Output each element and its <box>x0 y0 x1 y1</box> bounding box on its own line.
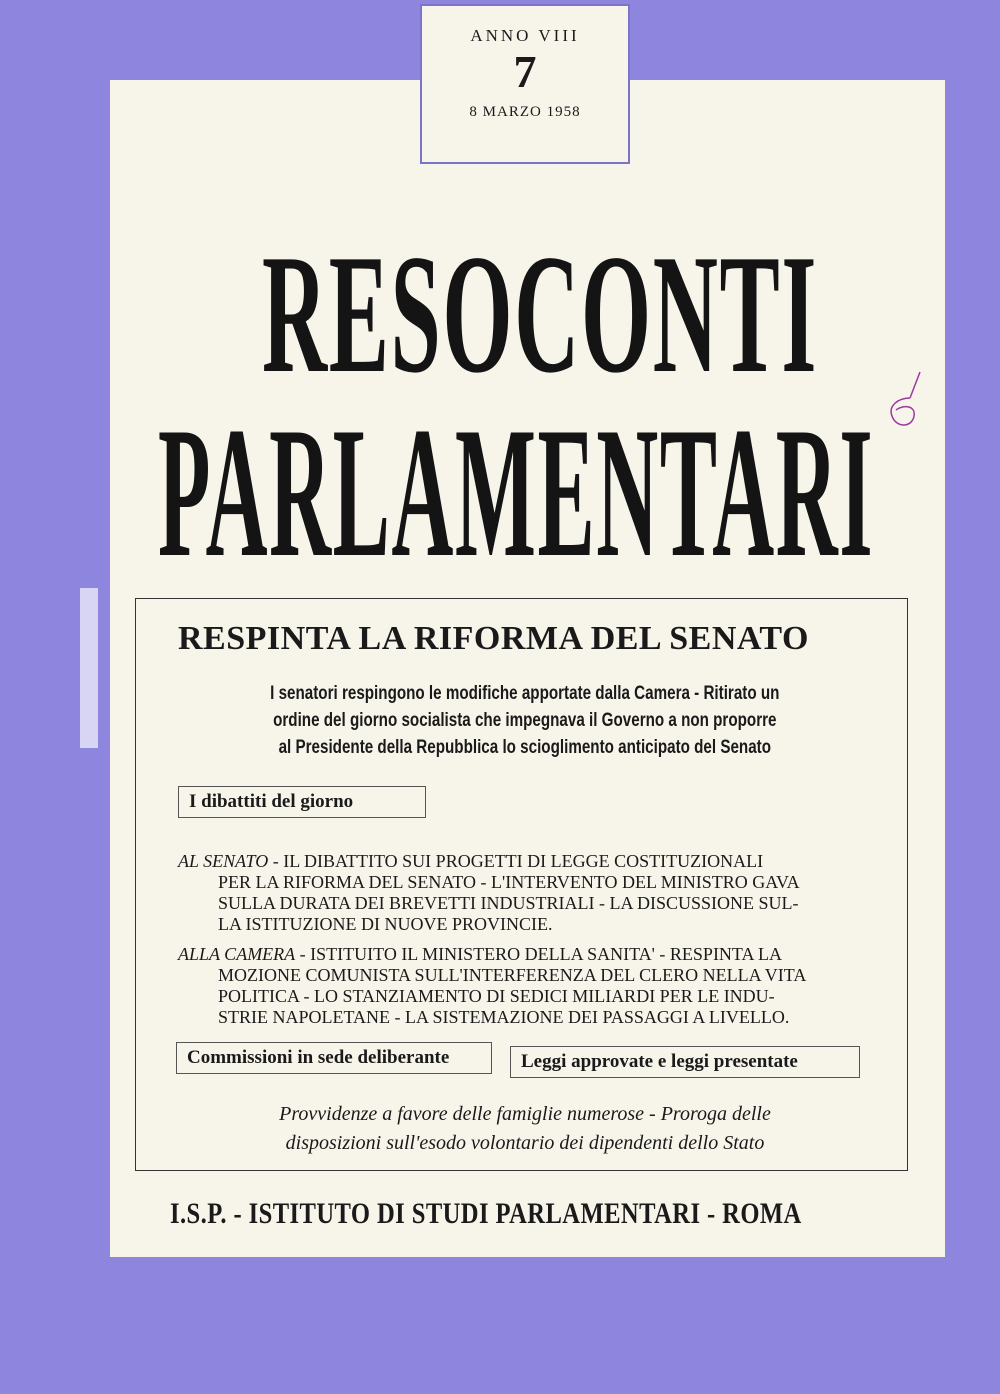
headline: RESPINTA LA RIFORMA DEL SENATO <box>178 620 809 657</box>
provvidenze-line: Provvidenze a favore delle famiglie numerose - Proroga delle <box>279 1103 771 1125</box>
section-line: STRIE NAPOLETANE - LA SISTEMAZIONE DEI PASSAGGI A LIVELLO. <box>218 1007 790 1027</box>
section-line: SULLA DURATA DEI BREVETTI INDUSTRIALI - LA DISCUSSIONE SUL- <box>218 893 799 913</box>
issue-date: 8 MARZO 1958 <box>469 104 581 120</box>
subheadline <box>200 680 850 761</box>
leggi-label: Leggi approvate e leggi presentate <box>510 1046 860 1078</box>
section-line: - ISTITUITO IL MINISTERO DELLA SANITA' - RESPINTA LA <box>299 944 782 964</box>
section-line: - IL DIBATTITO SUI PROGETTI DI LEGGE COSTITUZIONALI <box>272 851 764 871</box>
handwritten-mark <box>880 370 930 445</box>
commissioni-label: Commissioni in sede deliberante <box>176 1042 492 1074</box>
publisher-footer: I.S.P. - ISTITUTO DI STUDI PARLAMENTARI - ROMA <box>170 1197 802 1230</box>
provvidenze-text <box>195 1100 855 1158</box>
provvidenze-line: disposizioni sull'esodo volontario dei dipendenti dello Stato <box>285 1132 765 1154</box>
issue-box <box>420 4 630 164</box>
issue-year: ANNO VIII <box>470 26 580 45</box>
subheadline-line: ordine del giorno socialista che impegnava il Governo a non proporre <box>273 710 777 731</box>
issue-number: 7 <box>513 46 537 97</box>
camera-section <box>178 944 868 1028</box>
camera-lead: ALLA CAMERA <box>178 944 296 964</box>
senato-lead: AL SENATO <box>178 851 269 871</box>
section-line: POLITICA - LO STANZIAMENTO DI SEDICI MILIARDI PER LE INDU- <box>218 986 775 1006</box>
subheadline-line: al Presidente della Repubblica lo scioglimento anticipato del Senato <box>278 737 772 758</box>
section-line: MOZIONE COMUNISTA SULL'INTERFERENZA DEL CLERO NELLA VITA <box>218 965 807 985</box>
section-line: PER LA RIFORMA DEL SENATO - L'INTERVENTO DEL MINISTRO GAVA <box>218 872 800 892</box>
edge-tab <box>80 588 98 748</box>
section-line: LA ISTITUZIONE DI NUOVE PROVINCIE. <box>218 914 553 934</box>
title-line-2: PARLAMENTARI <box>158 388 875 596</box>
title-line-1: RESOCONTI <box>262 219 819 409</box>
subheadline-line: I senatori respingono le modifiche apportate dalla Camera - Ritirato un <box>270 683 780 704</box>
senato-section <box>178 851 868 935</box>
debates-label: I dibattiti del giorno <box>178 786 426 818</box>
